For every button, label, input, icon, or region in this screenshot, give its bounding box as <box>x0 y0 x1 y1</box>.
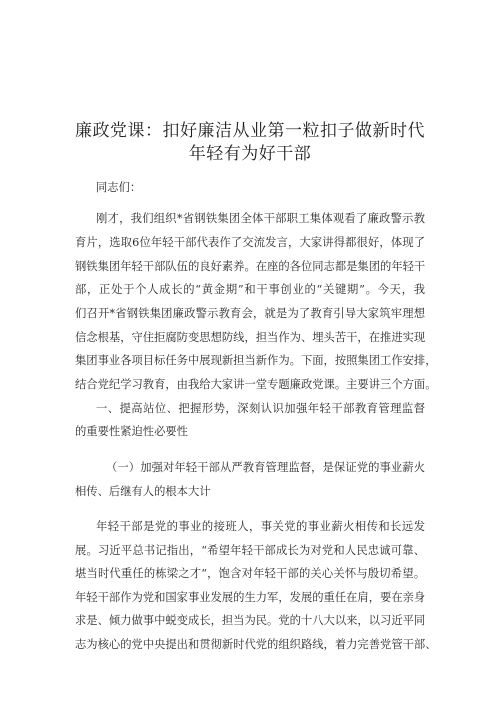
paragraph-line: 刚才，我们组织*省钢铁集团全体干部职工集体观看了廉政警示教 <box>96 212 425 225</box>
section-heading: 的重要性紧迫性必要性 <box>75 425 188 438</box>
document-title-line-2: 年轻有为好干部 <box>188 144 312 164</box>
salutation: 同志们： <box>96 181 142 194</box>
paragraph-line: 结合党纪学习教育，由我给大家讲一堂专题廉政党课。主要讲三个方面。 <box>75 378 437 391</box>
paragraph-line: 年轻干部作为党和国家事业发展的生力军，发展的重任在肩，要在亲身 <box>75 591 426 604</box>
paragraph-line: 展。习近平总书记指出，“希望年轻干部成长为对党和人民忠诚可靠、 <box>75 544 425 557</box>
paragraph-line: 钢铁集团年轻干部队伍的良好素养。在座的各位同志都是集团的年轻干 <box>75 260 426 273</box>
paragraph-line: 集团事业各项目标任务中展现新担当新作为。下面，按照集团工作安排， <box>75 354 437 367</box>
paragraph-line: 们召开*省钢铁集团廉政警示教育会，就是为了教育引导大家筑牢理想 <box>75 307 425 320</box>
subsection-heading: 相传、后继有人的根本大计 <box>75 485 211 498</box>
subsection-heading: （一）加强对年轻干部从严教育管理监督，是保证党的事业薪火 <box>106 461 425 474</box>
section-heading: 一、提高站位、把握形势，深刻认识加强年轻干部教育管理监督 <box>96 402 425 415</box>
paragraph-line: 育片，选取6位年轻干部代表作了交流发言，大家讲得都很好，体现了 <box>75 236 425 249</box>
paragraph-line: 堪当时代重任的栋梁之才“，饱含对年轻干部的关心关怀与殷切希望。 <box>75 567 425 580</box>
paragraph-line: 年轻干部是党的事业的接班人，事关党的事业薪火相传和长远发 <box>96 520 425 533</box>
paragraph-line: 部，正处于个人成长的“黄金期”和干事创业的“关键期”。今天，我 <box>75 283 425 296</box>
paragraph-line: 信念根基，守住拒腐防变思想防线，担当作为、埋头苦干，在推进实现 <box>75 331 426 344</box>
paragraph-line: 求是、倾力做事中蜕变成长，担当为民。党的十八大以来，以习近平同 <box>75 614 426 627</box>
document-title-line-1: 廉政党课：扣好廉洁从业第一粒扣子做新时代 <box>75 121 425 141</box>
paragraph-line: 志为核心的党中央提出和贯彻新时代党的组织路线，着力完善党管干部、 <box>75 638 437 651</box>
